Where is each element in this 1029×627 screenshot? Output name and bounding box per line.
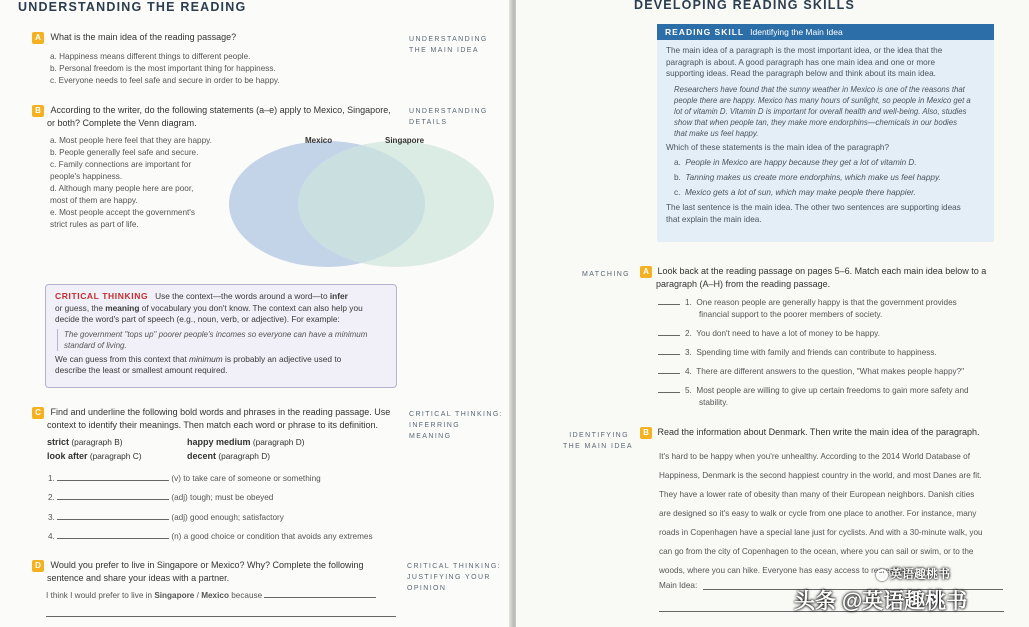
denmark-paragraph: It's hard to be happy when you're unhealthy. According to the 2014 World Database of Happiness, Denmark is the second happiest country in the world, and most Danes are fit. They have a lower rate of obesity than many of their European neighbors. Danish cities are designed so it's easy to walk or cycle from one place to another. For instance, many roads in Copenhagen have a special lane just for cyclists. And with a 30-minute walk, you can go from the city of Copenhagen to the ocean, where you can sail or swim, or to the woods, where you can hike. Everyone has easy access to recreation.	[659, 452, 983, 575]
answer-blank-4[interactable]	[57, 531, 169, 539]
critical-thinking-box: CRITICAL THINKING Use the context—the words around a word—to infer or guess, the meaning of vocabulary you don't know. The context can also help you decide the word's part of speech (e.g., noun, verb, or adjective). For example: The government "tops up" poorer people's incomes so everyone can have a minimum standard of living. We can guess from this context that minimum is probably an adjective used to describe the least or smallest amount required.	[45, 284, 397, 388]
word-decent: decent (paragraph D)	[187, 451, 270, 461]
answer-blank-2[interactable]	[57, 492, 169, 500]
critical-thinking-title: CRITICAL THINKING	[55, 291, 149, 301]
matching-blank-4[interactable]	[658, 366, 680, 374]
options-a	[50, 51, 280, 87]
section-label-details: UNDERSTANDING DETAILS	[409, 108, 488, 126]
badge-d: D	[32, 560, 44, 572]
page-title-left: UNDERSTANDING THE READING	[18, 0, 247, 14]
critical-example: The government "tops up" poorer people's incomes so everyone can have a minimum standard of living.	[57, 329, 387, 351]
section-label-justifying: CRITICAL THINKING: JUSTIFYING YOUR OPINION	[407, 563, 502, 592]
sample-paragraph: Researchers have found that the sunny weather in Mexico is one of the reasons that people there are happy. Mexico has many hours of sunlight, so people in Mexico get a lot of vitamin D. Vitamin D is important for overall health and well-being. Also, studies show that when people tan, they make more endorphins—chemicals in our bodies that make us feel happy.	[674, 84, 971, 138]
option-a-1: a. Happiness means different things to different people.	[50, 52, 251, 61]
badge-r-a: A	[640, 266, 652, 278]
watermark-logo-icon	[876, 569, 888, 581]
main-idea-label: Main Idea:	[659, 581, 698, 590]
right-page	[516, 0, 1029, 627]
venn-label-singapore: Singapore	[385, 136, 425, 145]
section-label-main-idea: UNDERSTANDING THE MAIN IDEA	[409, 36, 488, 54]
venn-diagram[interactable]	[226, 132, 498, 270]
matching-blank-1[interactable]	[658, 297, 680, 305]
word-look-after: look after (paragraph C)	[47, 451, 142, 461]
section-label-matching: MATCHING	[582, 271, 631, 278]
badge-r-b: B	[640, 427, 652, 439]
answer-blank-3[interactable]	[57, 512, 169, 520]
reading-skill-header: READING SKILL Identifying the Main Idea	[657, 24, 994, 40]
venn-label-mexico: Mexico	[305, 136, 333, 145]
matching-blank-5[interactable]	[658, 385, 680, 393]
matching-item-1: 1. One reason people are generally happy is that the government provides financial support to the poorer members of society.	[658, 297, 969, 321]
left-page	[0, 0, 512, 627]
definition-1: 1. (v) to take care of someone or something	[48, 474, 321, 483]
opinion-line[interactable]	[46, 616, 396, 617]
venn-circle-singapore[interactable]	[298, 141, 494, 267]
question-c: C Find and underline the following bold words and phrases in the reading passage. Use context to identify their meanings. Then match each word or phrase to its definition.	[32, 406, 390, 431]
question-d: D Would you prefer to live in Singapore or Mexico? Why? Complete the following sentence and share your ideas with a partner.	[32, 559, 364, 584]
definition-2: 2. (adj) tough; must be obeyed	[48, 493, 274, 502]
definition-4: 4. (n) a good choice or condition that avoids any extremes	[48, 532, 373, 541]
definition-3: 3. (adj) good enough; satisfactory	[48, 513, 284, 522]
question-b: B According to the writer, do the following statements (a–e) apply to Mexico, Singapore, or both? Complete the Venn diagram.	[32, 104, 391, 129]
section-label-identifying: IDENTIFYING THE MAIN IDEA	[563, 432, 633, 450]
statements-b: a. Most people here feel that they are happy. b. People generally feel safe and secure. c. Family connections are important for people's happiness. d. Although many people here are poor, most of them are happy. e. Most people accept the government's strict rules as part of life.	[50, 136, 212, 229]
watermark-small: 英语趣桃书	[876, 565, 950, 582]
question-a	[32, 31, 236, 44]
question-r-a: A Look back at the reading passage on pages 5–6. Match each main idea below to a paragraph (A–H) from the reading passage.	[640, 265, 986, 290]
matching-list	[658, 297, 969, 409]
option-a-2: b. Personal freedom is the most important thing for happiness.	[50, 64, 276, 73]
skill-option-c: c. Mexico gets a lot of sun, which may make people there happier.	[674, 188, 916, 197]
reading-skill-box: READING SKILL Identifying the Main Idea The main idea of a paragraph is the most important idea, or the idea that the paragraph is about. A good paragraph has one main idea and one or more supporting ideas. Read the paragraph below and think about its main idea. Researchers have found that the sunny weather in Mexico is one of the reasons that people there are happy. Mexico has many hours of sunlight, so people in Mexico get a lot of vitamin D. Vitamin D is important for overall health and well-being. Also, studies show that when people tan, they make more endorphins—chemicals in our bodies that make us feel happy. Which of these statements is the main idea of the paragraph? a. People in Mexico are happy because they get a lot of vitamin D. b. Tanning makes us create more endorphins, which make us feel happy. c. Mexico gets a lot of sun, which may make people there happier. The last sentence is the main idea. The other two sentences are supporting ideas that explain the main idea.	[657, 24, 994, 242]
skill-option-a: a. People in Mexico are happy because they get a lot of vitamin D.	[674, 158, 917, 167]
question-a-text: What is the main idea of the reading passage?	[50, 32, 237, 42]
matching-item-4: 4. There are different answers to the question, "What makes people happy?"	[658, 366, 969, 378]
badge-a: A	[32, 32, 44, 44]
opinion-blank[interactable]	[264, 590, 376, 598]
badge-c: C	[32, 407, 44, 419]
word-happy-medium: happy medium (paragraph D)	[187, 437, 305, 447]
watermark-big: 头条 @英语趣桃书	[794, 590, 968, 613]
word-strict: strict (paragraph B)	[47, 437, 123, 447]
page-title-right: DEVELOPING READING SKILLS	[634, 0, 855, 12]
skill-option-b: b. Tanning makes us create more endorphins, which make us feel happy.	[674, 173, 941, 182]
badge-b: B	[32, 105, 44, 117]
section-label-inferring: CRITICAL THINKING: INFERRING MEANING	[409, 411, 504, 440]
matching-item-3: 3. Spending time with family and friends can contribute to happiness.	[658, 347, 969, 359]
option-a-3: c. Everyone needs to feel safe and secure in order to be happy.	[50, 76, 280, 85]
matching-item-2: 2. You don't need to have a lot of money to be happy.	[658, 328, 969, 340]
matching-item-5: 5. Most people are willing to give up certain freedoms to gain more safety and stability.	[658, 385, 969, 409]
matching-blank-3[interactable]	[658, 347, 680, 355]
opinion-sentence: I think I would prefer to live in Singapore / Mexico because	[46, 590, 376, 602]
answer-blank-1[interactable]	[57, 473, 169, 481]
matching-blank-2[interactable]	[658, 328, 680, 336]
question-r-b: B Read the information about Denmark. Then write the main idea of the paragraph.	[640, 426, 980, 439]
